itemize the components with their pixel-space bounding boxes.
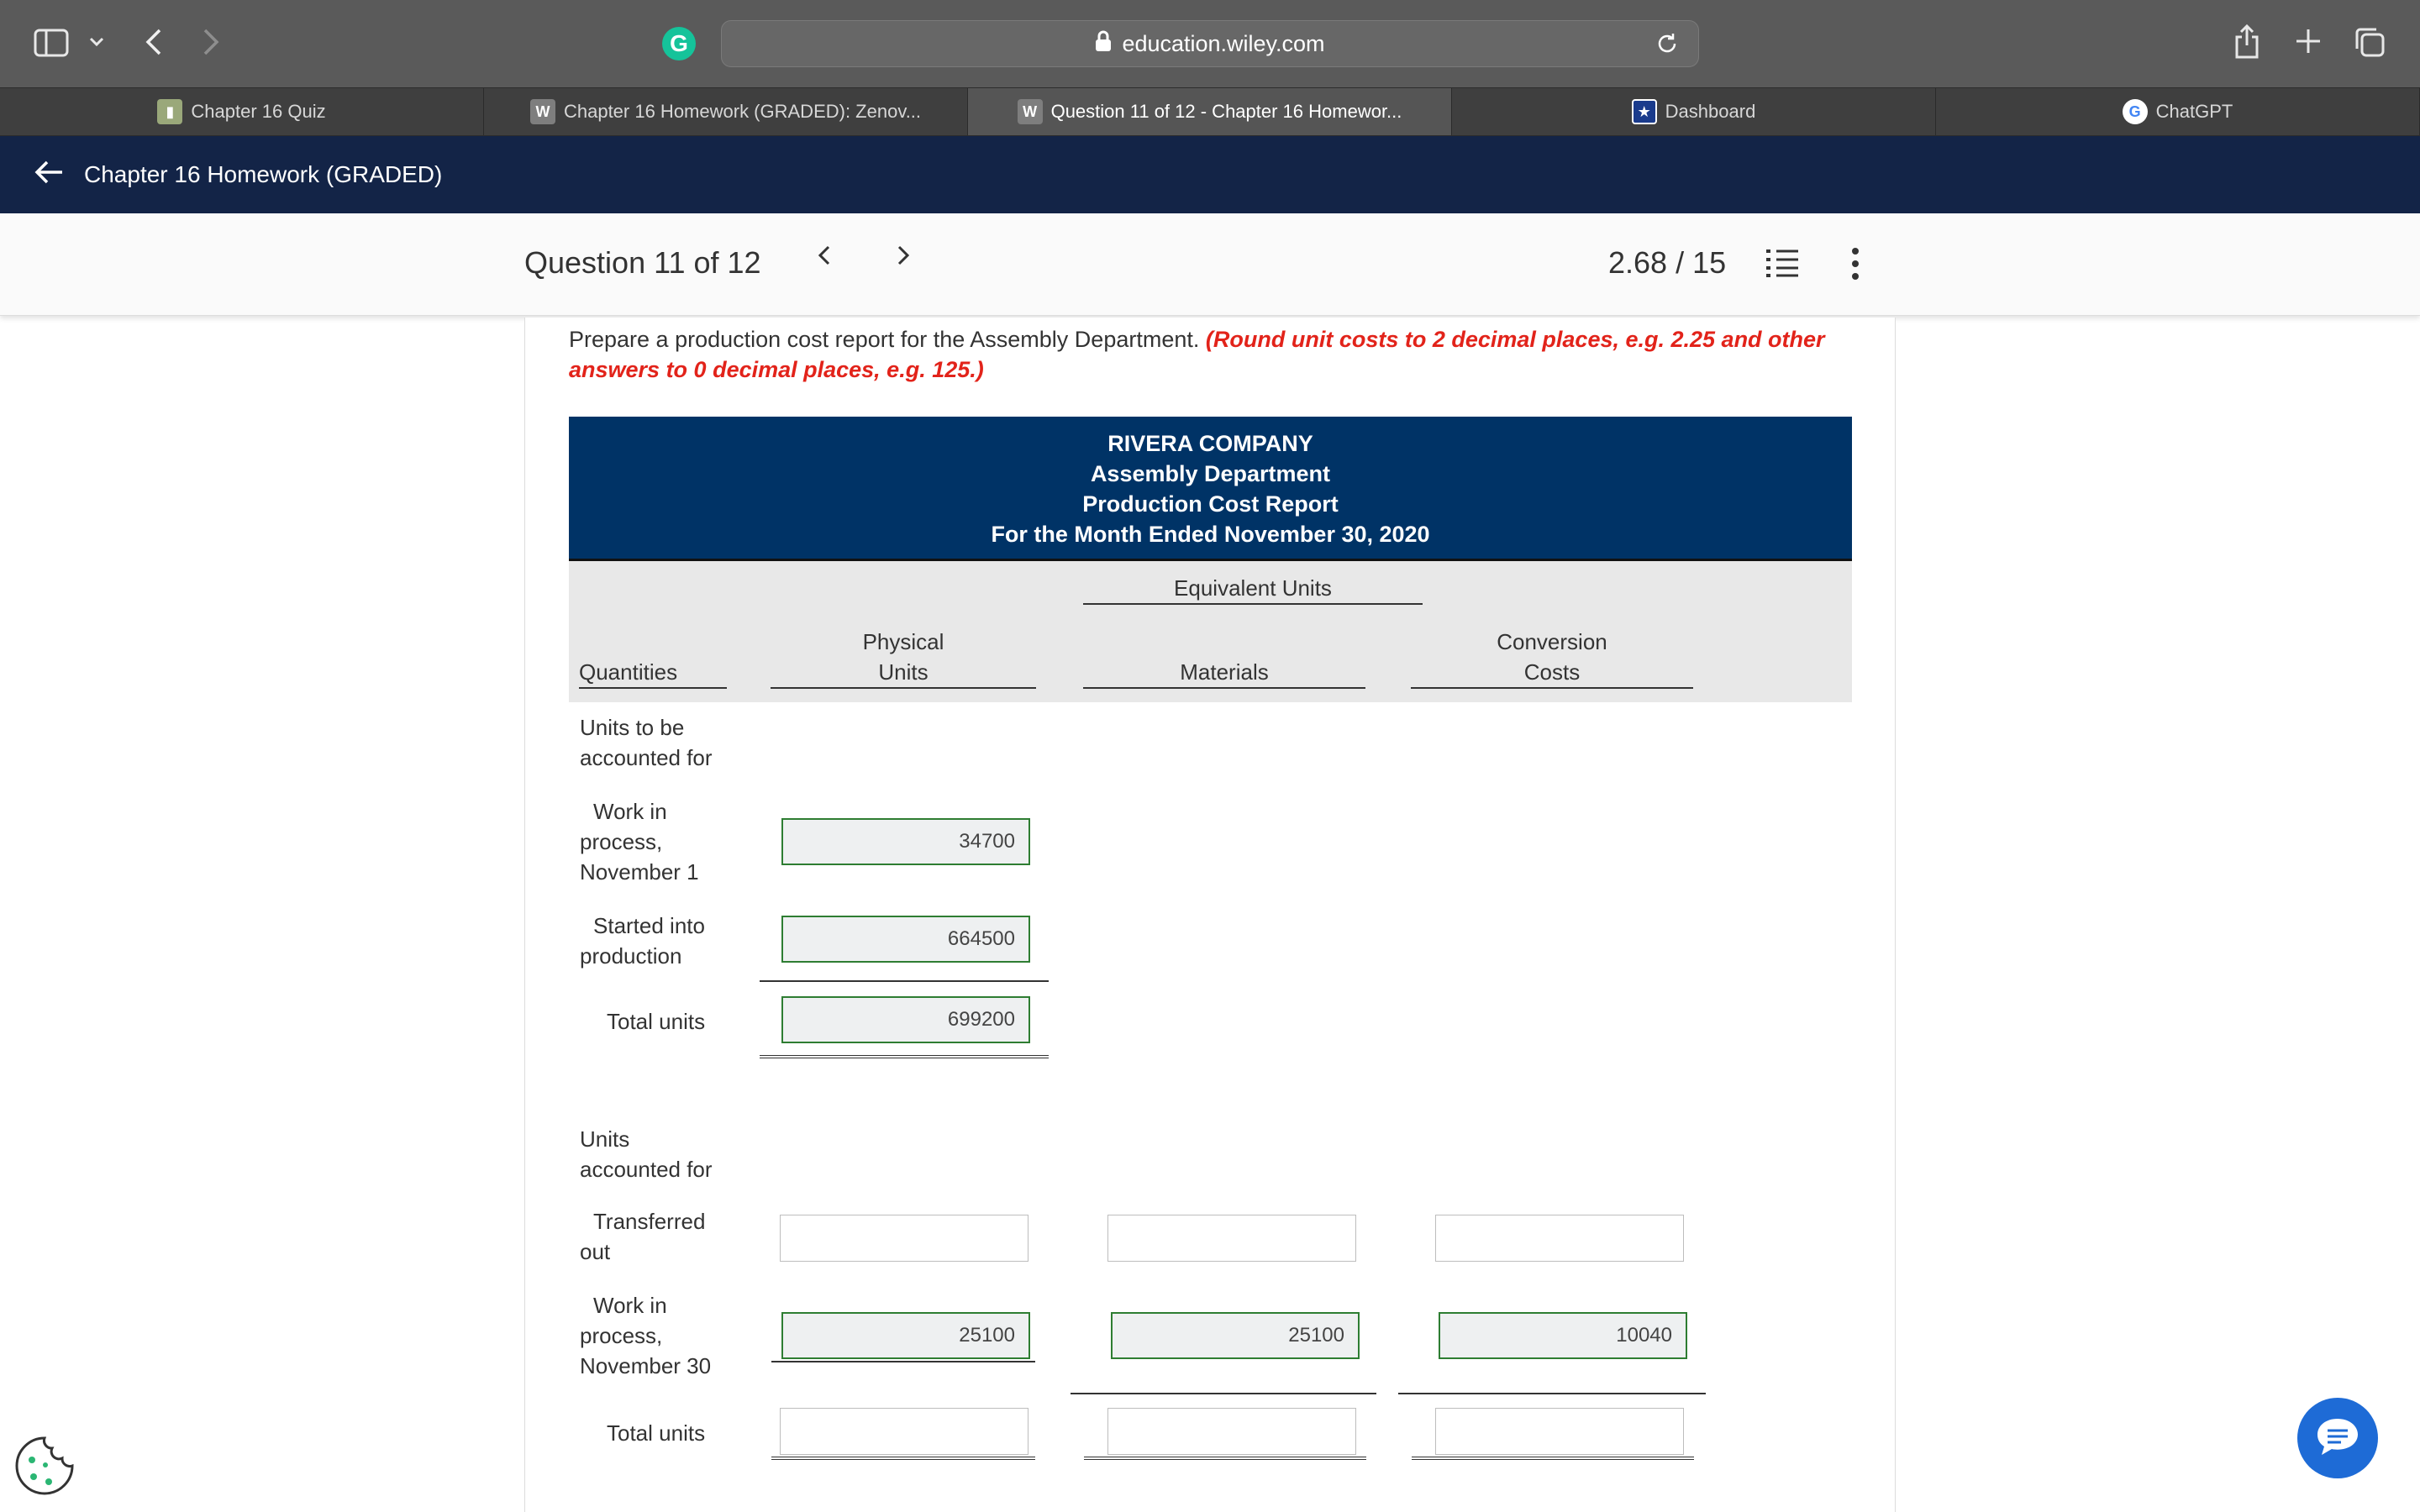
instructions-main: Prepare a production cost report for the Assembly Department. xyxy=(569,327,1200,352)
row-label-line: process, xyxy=(580,1323,663,1348)
back-icon[interactable] xyxy=(141,25,166,59)
row-label-line: Transferred xyxy=(593,1209,706,1234)
question-list-icon[interactable] xyxy=(1765,247,1800,287)
row-label-line: Work in xyxy=(593,1293,667,1318)
started-physical-input[interactable]: 664500 xyxy=(781,916,1030,963)
materials-header: Materials xyxy=(1083,657,1365,689)
tab-dashboard[interactable] xyxy=(1452,88,1936,135)
row-label-line: process, xyxy=(580,829,663,854)
total-units-2-conversion-input[interactable] xyxy=(1435,1408,1684,1455)
section-units-accounted xyxy=(580,1124,713,1184)
back-arrow-icon[interactable] xyxy=(34,157,64,193)
quantities-header: Quantities xyxy=(579,657,727,689)
tab-chapter-16-homework[interactable] xyxy=(484,88,968,135)
row-label-total-units-1: Total units xyxy=(607,1009,706,1034)
subtotal-rule xyxy=(1071,1393,1376,1394)
tab-overview-icon[interactable] xyxy=(2353,25,2386,59)
conversion-costs-header xyxy=(1411,627,1693,689)
conversion-header-line2: Costs xyxy=(1523,659,1581,685)
tab-chapter-16-quiz[interactable] xyxy=(0,88,484,135)
total-units-1-physical-input[interactable]: 699200 xyxy=(781,996,1030,1043)
sidebar-toggle-icon[interactable] xyxy=(34,29,69,57)
tab-label: Chapter 16 Homework (GRADED): Zenov... xyxy=(563,101,922,122)
column-headers xyxy=(569,561,1852,702)
department-name: Assembly Department xyxy=(1090,461,1331,486)
instructions xyxy=(569,324,1854,385)
chat-bubble-icon xyxy=(2314,1415,2361,1462)
assignment-title[interactable]: Chapter 16 Homework (GRADED) xyxy=(84,161,443,187)
transferred-materials-input[interactable] xyxy=(1107,1215,1356,1262)
lock-icon xyxy=(1095,30,1112,58)
course-header xyxy=(0,136,2420,213)
share-icon[interactable] xyxy=(2232,22,2262,60)
section-line2: accounted for xyxy=(580,1157,713,1182)
physical-units-header-line1: Physical xyxy=(862,629,944,654)
section-line1: Units to be xyxy=(580,715,685,740)
tab-bar xyxy=(0,87,2420,136)
address-bar[interactable] xyxy=(721,20,1699,67)
tab-label: ChatGPT xyxy=(2155,101,2233,122)
reload-icon[interactable] xyxy=(1655,31,1680,62)
row-label-started xyxy=(580,911,705,971)
prev-question-icon[interactable] xyxy=(813,239,834,281)
report-title: Production Cost Report xyxy=(1082,491,1339,517)
tab-label: Chapter 16 Quiz xyxy=(191,101,326,122)
wiley-icon: W xyxy=(1018,99,1043,124)
row-label-transferred xyxy=(580,1206,705,1267)
total-rule xyxy=(771,1457,1035,1462)
cookie-settings-icon[interactable] xyxy=(13,1435,76,1497)
row-label-line: Started into xyxy=(593,913,705,938)
next-question-icon[interactable] xyxy=(894,239,914,281)
new-tab-icon[interactable] xyxy=(2292,25,2324,57)
subtotal-rule xyxy=(760,980,1049,982)
total-rule xyxy=(1084,1457,1366,1462)
report-header xyxy=(569,417,1852,561)
chat-button[interactable] xyxy=(2297,1398,2378,1478)
subtotal-rule xyxy=(771,1361,1035,1362)
subtotal-rule xyxy=(1398,1393,1706,1394)
physical-units-header-line2: Units xyxy=(878,659,929,685)
row-label-line: November 1 xyxy=(580,859,699,885)
transferred-physical-input[interactable] xyxy=(780,1215,1028,1262)
conversion-header-line1: Conversion xyxy=(1497,629,1607,654)
star-badge-icon: ★ xyxy=(1632,99,1657,124)
score: 2.68 / 15 xyxy=(1608,245,1727,280)
total-rule xyxy=(760,1055,1049,1060)
row-label-total-units-2: Total units xyxy=(607,1420,706,1446)
google-icon: G xyxy=(2123,99,2148,124)
question-title: Question 11 of 12 xyxy=(524,245,761,280)
url-text: education.wiley.com xyxy=(1122,30,1325,56)
tab-question-11[interactable] xyxy=(968,88,1452,135)
book-icon: ▮ xyxy=(157,99,182,124)
section-line2: accounted for xyxy=(580,745,713,770)
row-label-wip-nov1 xyxy=(580,796,699,887)
section-line1: Units xyxy=(580,1126,630,1152)
total-units-2-physical-input[interactable] xyxy=(780,1408,1028,1455)
wip-nov1-physical-input[interactable]: 34700 xyxy=(781,818,1030,865)
tab-chatgpt[interactable] xyxy=(1936,88,2420,135)
wip-nov30-materials-input[interactable]: 25100 xyxy=(1111,1312,1360,1359)
total-rule xyxy=(1412,1457,1694,1462)
company-name: RIVERA COMPANY xyxy=(1107,431,1313,456)
rounding-note: (Round unit costs to 2 decimal places, e.g. 2.25 and other answers to 0 decimal places, e.g. 125.) xyxy=(569,327,1825,382)
section-units-to-account xyxy=(580,712,713,773)
physical-units-header xyxy=(771,627,1036,689)
wip-nov30-physical-input[interactable]: 25100 xyxy=(781,1312,1030,1359)
tab-label: Question 11 of 12 - Chapter 16 Homewor... xyxy=(1050,101,1402,122)
chevron-down-icon[interactable] xyxy=(87,32,106,52)
row-label-wip-nov30 xyxy=(580,1290,711,1381)
transferred-conversion-input[interactable] xyxy=(1435,1215,1684,1262)
tab-label: Dashboard xyxy=(1665,101,1756,122)
row-label-line: production xyxy=(580,943,682,969)
row-label-line: November 30 xyxy=(580,1353,712,1378)
row-label-line: Work in xyxy=(593,799,667,824)
report-period: For the Month Ended November 30, 2020 xyxy=(991,522,1430,547)
question-bar xyxy=(0,213,2420,316)
more-options-icon[interactable] xyxy=(1850,247,1860,289)
equivalent-units-header: Equivalent Units xyxy=(1083,573,1423,605)
browser-toolbar xyxy=(0,0,2420,87)
total-units-2-materials-input[interactable] xyxy=(1107,1408,1356,1455)
wiley-icon: W xyxy=(530,99,555,124)
forward-icon[interactable] xyxy=(198,25,224,59)
row-label-line: out xyxy=(580,1239,611,1264)
wip-nov30-conversion-input[interactable]: 10040 xyxy=(1439,1312,1687,1359)
grammarly-icon[interactable]: G xyxy=(662,27,696,60)
